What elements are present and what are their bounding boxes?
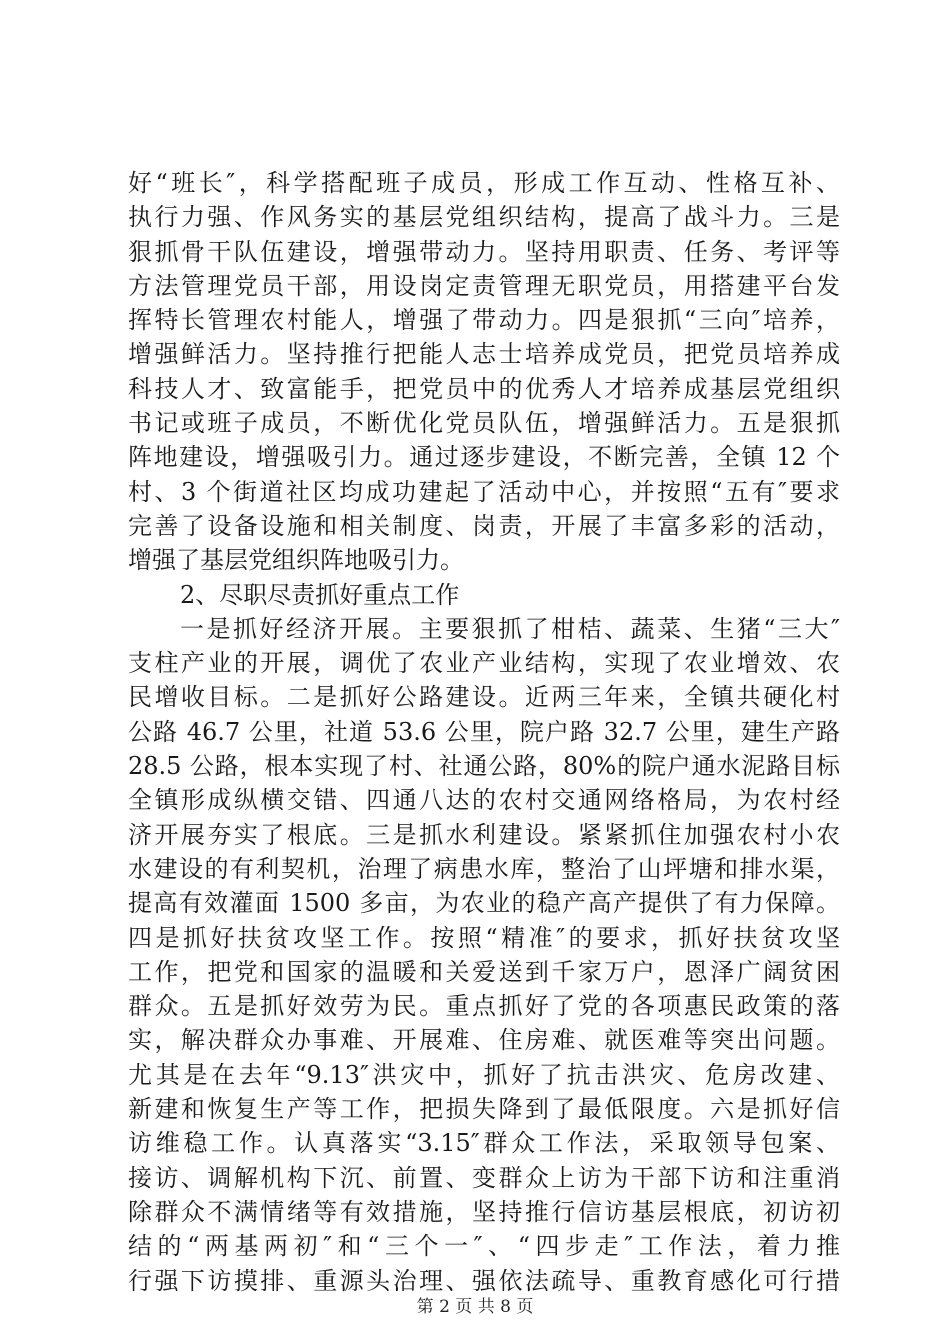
paragraph-end-line: 增强了基层党组织阵地吸引力。 [128, 546, 464, 575]
text-line: 水建设的有利契机，治理了病患水库，整治了山坪塘和排水渠， [128, 854, 840, 883]
text-line: 结的“两基两初″和“三个一″、“四步走″工作法，着力推 [128, 1232, 840, 1261]
text-line: 科技人才、致富能手，把党员中的优秀人才培养成基层党组织 [128, 374, 840, 403]
text-line: 村、3 个街道社区均成功建起了活动中心，并按照“五有″要求 [128, 477, 840, 506]
text-line: 济开展夯实了根底。三是抓水利建设。紧紧抓住加强农村小农 [128, 820, 840, 849]
text-line: 民增收目标。二是抓好公路建设。近两三年来，全镇共硬化村 [128, 683, 840, 712]
text-line: 公路 46.7 公里，社道 53.6 公里，院户路 32.7 公里，建生产路 [128, 717, 840, 746]
text-line: 除群众不满情绪等有效措施，坚持推行信访基层根底，初访初 [128, 1197, 840, 1226]
body-text [128, 166, 840, 1298]
text-line: 增强鲜活力。坚持推行把能人志士培养成党员，把党员培养成 [128, 340, 840, 369]
text-line: 全镇形成纵横交错、四通八达的农村交通网络格局，为农村经 [128, 786, 840, 815]
text-line: 支柱产业的开展，调优了农业产业结构，实现了农业增效、农 [128, 649, 840, 678]
paragraph-start-line: 一是抓好经济开展。主要狠抓了柑桔、蔬菜、生猪“三大″ [180, 614, 840, 643]
text-line: 四是抓好扶贫攻坚工作。按照“精准″的要求，抓好扶贫攻坚 [128, 923, 840, 952]
text-line: 28.5 公路，根本实现了村、社通公路，80%的院户通水泥路目标 [128, 752, 840, 781]
text-line: 方法管理党员干部，用设岗定责管理无职党员，用搭建平台发 [128, 271, 840, 300]
text-line: 好“班长″，科学搭配班子成员，形成工作互动、性格互补、 [128, 169, 840, 197]
text-line: 书记或班子成员，不断优化党员队伍，增强鲜活力。五是狠抓 [128, 409, 840, 438]
text-line: 接访、调解机构下沉、前置、变群众上访为干部下访和注重消 [128, 1163, 840, 1192]
text-line: 提高有效灌面 1500 多亩，为农业的稳产高产提供了有力保障。 [128, 889, 840, 918]
text-line: 完善了设备设施和相关制度、岗责，开展了丰富多彩的活动， [128, 511, 840, 540]
text-line: 狠抓骨干队伍建设，增强带动力。坚持用职责、任务、考评等 [128, 237, 840, 266]
text-line: 阵地建设，增强吸引力。通过逐步建设，不断完善，全镇 12 个 [128, 443, 840, 472]
text-line: 实，解决群众办事难、开展难、住房难、就医难等突出问题。 [128, 1026, 840, 1055]
text-line: 执行力强、作风务实的基层党组织结构，提高了战斗力。三是 [128, 203, 840, 232]
text-line: 挥特长管理农村能人，增强了带动力。四是狠抓“三向″培养， [128, 306, 840, 335]
text-line: 访维稳工作。认真落实“3.15″群众工作法，采取领导包案、 [128, 1129, 840, 1158]
text-line: 尤其是在去年“9.13″洪灾中，抓好了抗击洪灾、危房改建、 [128, 1060, 840, 1089]
text-line: 行强下访摸排、重源头治理、强依法疏导、重教育感化可行措 [128, 1266, 840, 1295]
text-line: 新建和恢复生产等工作，把损失降到了最低限度。六是抓好信 [128, 1095, 840, 1124]
text-line: 工作，把党和国家的温暖和关爱送到千家万户，恩泽广阔贫困 [128, 957, 840, 986]
section-heading: 2、尽职尽责抓好重点工作 [180, 580, 460, 609]
page-number-footer: 第 2 页 共 8 页 [416, 1297, 534, 1317]
text-line: 群众。五是抓好效劳为民。重点抓好了党的各项惠民政策的落 [128, 992, 840, 1021]
